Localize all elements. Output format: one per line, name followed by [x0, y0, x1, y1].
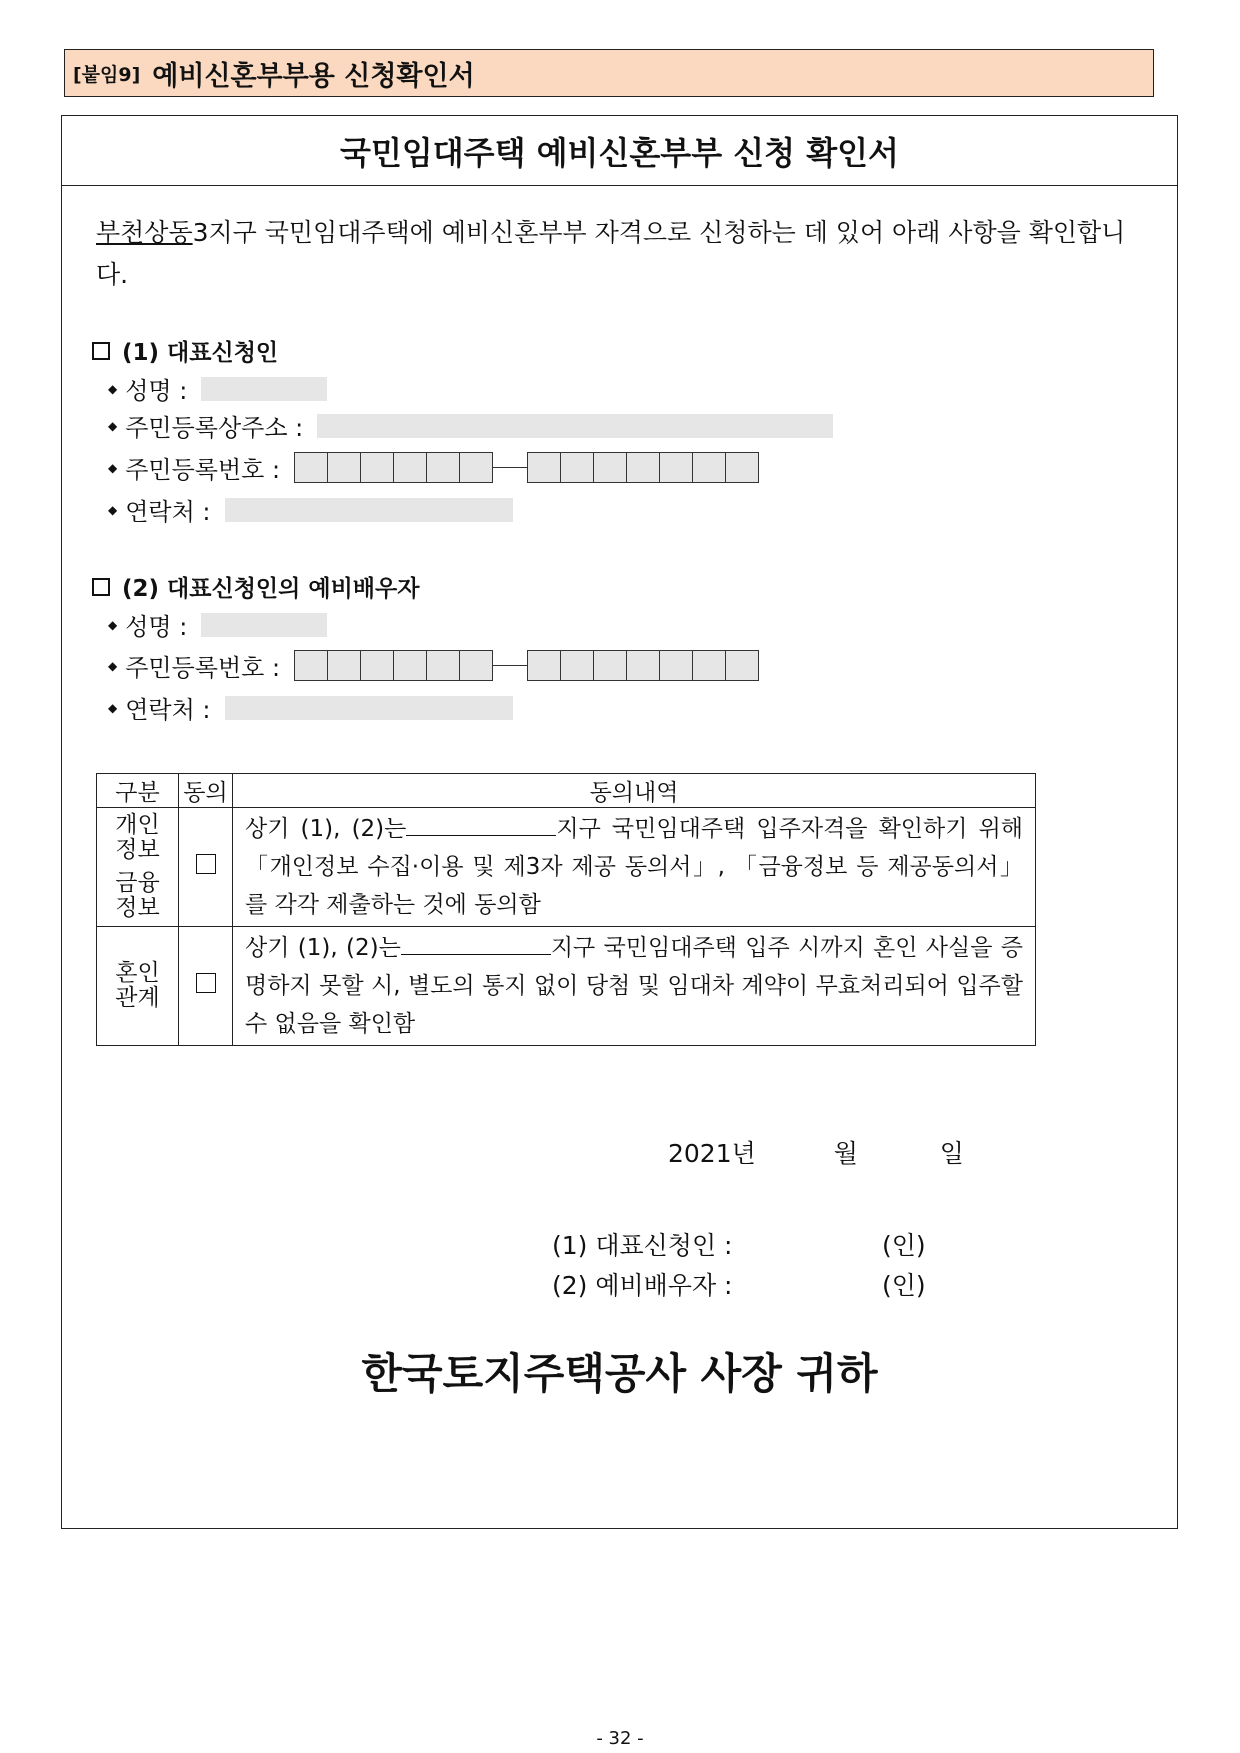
table-row — [97, 808, 1036, 927]
section2-title-text: (2) 대표신청인의 예비배우자 — [122, 576, 420, 602]
spouse-contact-label: 연락처 : — [125, 696, 211, 724]
applicant-name-field[interactable] — [201, 377, 327, 401]
category-text: 정보 — [115, 895, 160, 921]
content-text: 지구 국민임대주택 입주 시까지 혼인 사실을 증명하지 못할 시, 별도의 통지 없이 당첨 및 임대차 계약이 무효처리되어 입주할 수 없음을 확인함 — [245, 935, 1023, 1037]
bullet-icon: ◆ — [108, 700, 118, 715]
spouse-rrn-label: 주민등록번호 : — [125, 654, 281, 682]
content-prefix: 상기 (1), (2)는 — [245, 935, 401, 961]
category-text: 관계 — [115, 985, 160, 1011]
agree-checkbox-cell — [179, 927, 233, 1046]
bullet-icon: ◆ — [108, 460, 118, 475]
page-number: - 32 - — [596, 1728, 644, 1749]
spouse-rrn-front-field[interactable] — [294, 650, 493, 681]
spouse-name-label: 성명 : — [125, 613, 188, 641]
applicant-name-row — [108, 371, 327, 406]
spouse-name-row — [108, 607, 327, 642]
spouse-rrn-back-field[interactable] — [527, 650, 759, 681]
district-blank-field[interactable] — [401, 934, 551, 955]
date-year: 2021년 — [668, 1139, 756, 1168]
applicant-address-label: 주민등록상주소 : — [125, 414, 304, 442]
applicant-name-label: 성명 : — [125, 377, 188, 405]
marriage-agree-checkbox[interactable] — [196, 973, 216, 993]
district-blank-field[interactable] — [406, 815, 556, 836]
applicant-contact-field[interactable] — [225, 498, 513, 522]
form-box — [61, 115, 1178, 1529]
category-text: 혼인 — [115, 960, 160, 986]
section-checkbox-icon — [92, 578, 110, 596]
header-details: 동의내역 — [233, 774, 1036, 808]
date-day: 일 — [939, 1139, 964, 1168]
content-text: 지구 국민임대주택 입주자격을 확인하기 위해 「개인정보 수집·이용 및 제3자 제공 동의서」, 「금융정보 등 제공동의서」를 각각 제출하는 것에 동의함 — [245, 816, 1024, 918]
applicant-rrn-front-field[interactable] — [294, 452, 493, 483]
addressee: 한국토지주택공사 사장 귀하 — [361, 1349, 878, 1398]
applicant-address-field[interactable] — [317, 414, 833, 438]
agreement-table — [96, 773, 1036, 1046]
category-text: 정보 — [115, 837, 160, 863]
spouse-rrn-row — [108, 648, 759, 683]
bullet-icon: ◆ — [108, 381, 118, 396]
applicant-contact-label: 연락처 : — [125, 498, 211, 526]
table-header-row — [97, 774, 1036, 808]
intro-text: 3지구 국민임대주택에 예비신혼부부 자격으로 신청하는 데 있어 아래 사항을 확인합니다. — [96, 218, 1126, 289]
attachment-tag: [붙임9] — [73, 63, 141, 86]
category-cell — [97, 927, 179, 1046]
header-category: 구분 — [97, 774, 179, 808]
signature-label: (2) 예비배우자 : — [552, 1271, 733, 1300]
category-text: 개인 — [115, 812, 160, 838]
section1-title — [92, 334, 278, 367]
section1-title-text: (1) 대표신청인 — [122, 340, 279, 366]
spouse-name-field[interactable] — [201, 613, 327, 637]
category-cell — [97, 808, 179, 927]
rrn-dash — [493, 665, 527, 666]
intro-paragraph — [96, 212, 1146, 296]
seal-mark: (인) — [882, 1231, 926, 1260]
spouse-contact-field[interactable] — [225, 696, 513, 720]
signature-row — [552, 1226, 926, 1262]
bullet-icon: ◆ — [108, 502, 118, 517]
date-row — [668, 1134, 964, 1170]
agreement-content — [233, 927, 1036, 1046]
intro-district: 부천상동 — [96, 218, 193, 247]
signature-row — [552, 1266, 926, 1302]
bullet-icon: ◆ — [108, 658, 118, 673]
category-text: 금융 — [115, 870, 160, 896]
agreement-content — [233, 808, 1036, 927]
privacy-agree-checkbox[interactable] — [196, 854, 216, 874]
section2-title — [92, 570, 419, 603]
bullet-icon: ◆ — [108, 418, 118, 433]
bullet-icon: ◆ — [108, 617, 118, 632]
signature-label: (1) 대표신청인 : — [552, 1231, 733, 1260]
applicant-contact-row — [108, 492, 513, 527]
applicant-rrn-row — [108, 450, 759, 485]
rrn-dash — [493, 467, 527, 468]
spouse-contact-row — [108, 690, 513, 725]
section-checkbox-icon — [92, 342, 110, 360]
attachment-header — [64, 49, 1154, 97]
date-month: 월 — [833, 1139, 858, 1168]
table-row — [97, 927, 1036, 1046]
applicant-rrn-label: 주민등록번호 : — [125, 456, 281, 484]
seal-mark: (인) — [882, 1271, 926, 1300]
applicant-address-row — [108, 408, 833, 443]
agree-checkbox-cell — [179, 808, 233, 927]
form-title: 국민임대주택 예비신혼부부 신청 확인서 — [62, 116, 1177, 186]
attachment-title: 예비신혼부부용 신청확인서 — [152, 60, 475, 92]
header-agree: 동의 — [179, 774, 233, 808]
content-prefix: 상기 (1), (2)는 — [245, 816, 407, 842]
applicant-rrn-back-field[interactable] — [527, 452, 759, 483]
